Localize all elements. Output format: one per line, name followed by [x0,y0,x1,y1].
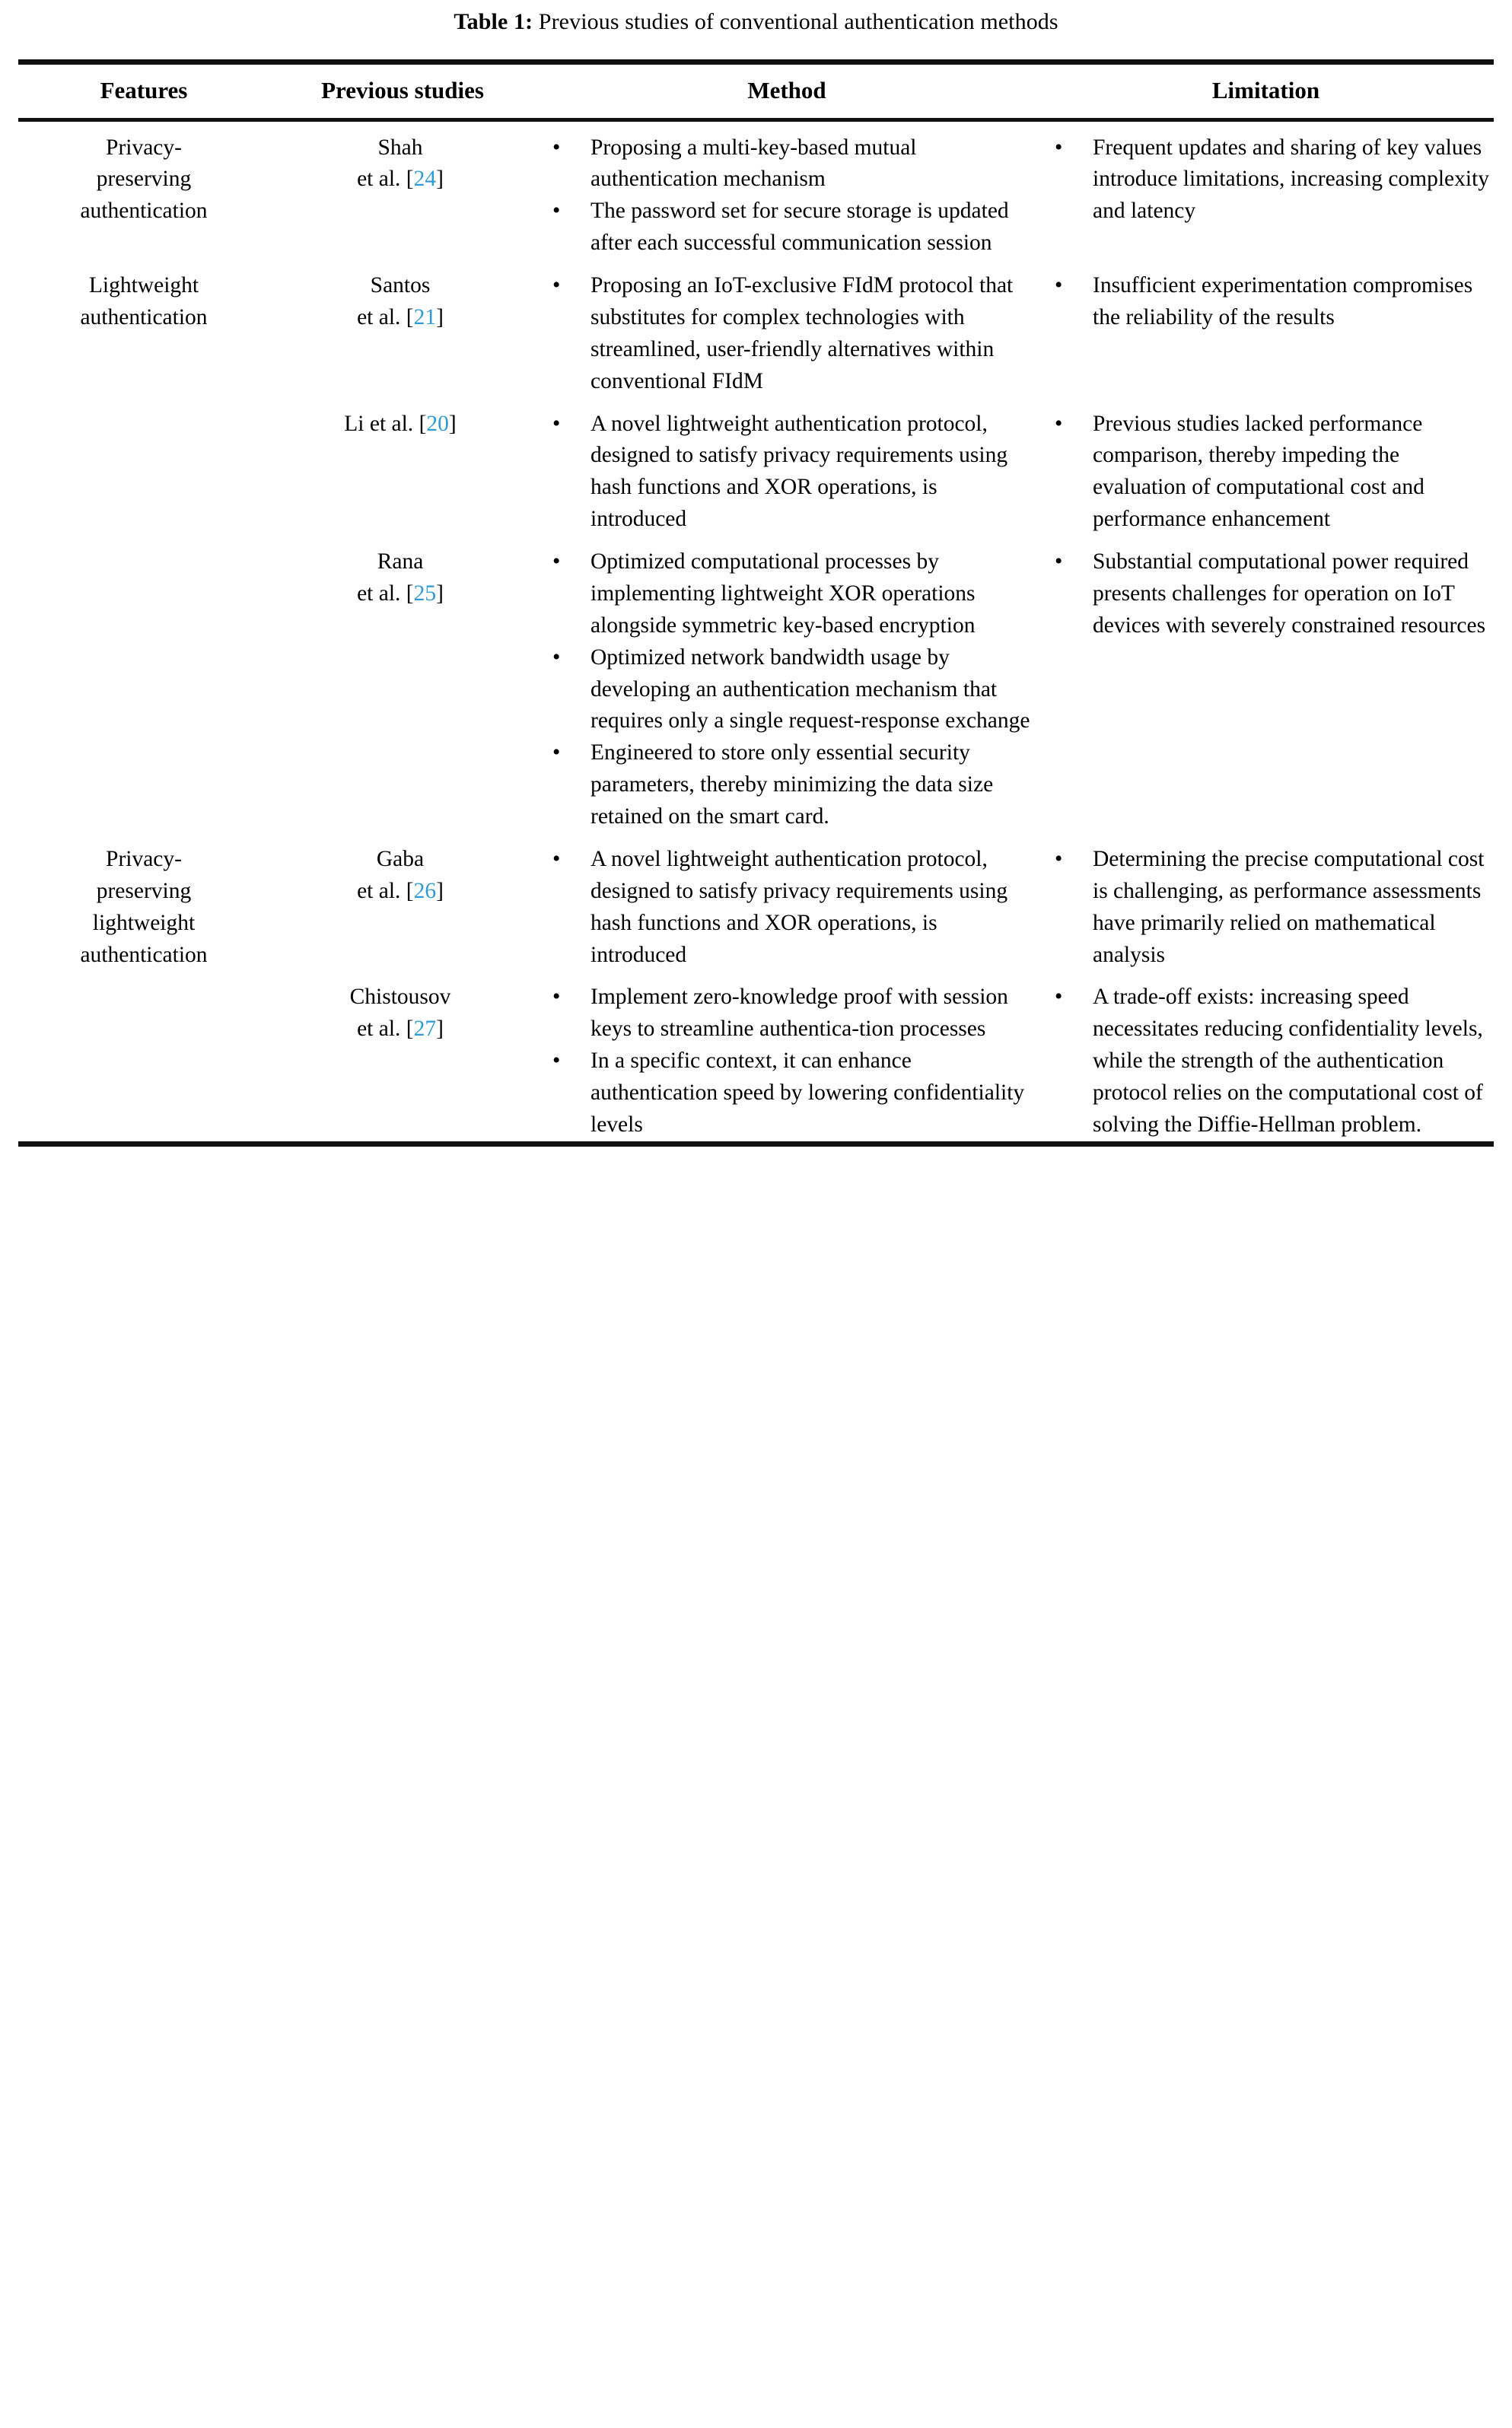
cell-previous-study [269,971,536,1141]
citation-open-bracket: [ [419,411,427,436]
table-header [18,65,1494,118]
citation-open-bracket: [ [406,878,414,903]
limitation_bullets-bullet-list [1038,132,1491,228]
cell-limitation [1038,536,1494,833]
column-header-method: Method [747,76,826,103]
table-row [18,122,1494,260]
bullet-icon: • [1055,273,1063,298]
study-name-text: et al. [357,167,406,192]
method_bullets-bullet-list [536,982,1032,1141]
study-name-text: et al. [357,878,406,903]
citation-close-bracket: ] [436,304,444,329]
method_bullets-bullet-text: Proposing a multi-key-based mutual authentication mechanism [590,135,917,192]
cell-method [536,833,1038,972]
study-line [277,982,524,1014]
citation-open-bracket: [ [406,581,414,606]
method_bullets-bullet-text: The password set for secure storage is updated after each successful communication session [590,199,1009,256]
study-line [277,302,524,334]
study-line [277,409,524,441]
cell-previous-study [269,398,536,536]
feature-line: authentication [80,942,208,967]
limitation_bullets-bullet-list [1038,844,1491,972]
study-name-text: Santos [370,273,431,298]
feature-line: authentication [80,199,208,224]
bullet-icon: • [1055,135,1063,160]
method_bullets-bullet-list [536,270,1032,398]
previous-studies-table-body [18,122,1494,1141]
list-item [536,409,1032,536]
limitation_bullets-bullet-list [1038,546,1491,642]
cell-limitation [1038,122,1494,260]
cell-features [18,122,269,260]
citation-close-bracket: ] [436,581,444,606]
list-item [536,546,1032,642]
method_bullets-bullet-text: Engineered to store only essential security parameters, thereby minimizing the data size retained on the smart card. [590,740,994,829]
table-header-row [18,65,1494,118]
method_bullets-bullet-text: Optimized network bandwidth usage by developing an authentication mechanism that requires only a single request-response exchange [590,644,1030,733]
bullet-icon: • [1055,549,1063,574]
cell-previous-study [269,536,536,833]
limitation_bullets-bullet-text: A trade-off exists: increasing speed necessitates reducing confidentiality levels, while the strength of the authentication protocol relies on the computational cost of solving the Diffie-Hellman problem. [1093,985,1483,1137]
bullet-icon: • [552,985,561,1010]
study-name-text: et al. [357,304,406,329]
method_bullets-bullet-text: A novel lightweight authentication protocol, designed to satisfy privacy requirements using hash functions and XOR operations, is introduced [590,846,1008,967]
citation-link[interactable]: 24 [413,167,437,192]
study-name-text: Chistousov [349,985,451,1010]
method_bullets-bullet-list [536,132,1032,260]
citation-link[interactable]: 20 [426,411,449,436]
method_bullets-bullet-list [536,546,1032,833]
citation-close-bracket: ] [436,878,444,903]
citation-link[interactable]: 21 [413,304,437,329]
cell-limitation [1038,833,1494,972]
cell-limitation [1038,971,1494,1141]
list-item [536,844,1032,972]
study-name-text: Shah [377,135,423,160]
list-item [1038,132,1491,228]
citation-link[interactable]: 27 [413,1017,437,1042]
citation-link[interactable]: 25 [413,581,437,606]
list-item [536,642,1032,738]
limitation_bullets-bullet-list [1038,982,1491,1141]
bullet-icon: • [552,273,561,298]
study-line [277,578,524,610]
list-item [1038,982,1491,1141]
method_bullets-bullet-list [536,844,1032,972]
bullet-icon: • [552,549,561,574]
method_bullets-bullet-list [536,409,1032,536]
feature-line: Lightweight [88,273,199,298]
cell-method [536,259,1038,398]
list-item [536,132,1032,196]
limitation_bullets-bullet-text: Insufficient experimentation compromises the reliability of the results [1093,273,1473,329]
list-item [536,196,1032,259]
table-page [0,0,1512,1147]
study-line [277,164,524,196]
study-name-text: Gaba [376,846,425,871]
study-line [277,844,524,876]
method_bullets-bullet-text: Proposing an IoT-exclusive FIdM protocol that substitutes for complex technologies with streamlined, user-friendly alternatives within conventional FIdM [590,273,1014,393]
citation-close-bracket: ] [436,167,444,192]
list-item [1038,270,1491,334]
bullet-icon: • [552,411,561,436]
bullet-icon: • [552,199,561,224]
column-header-previous-studies: Previous studies [321,76,484,103]
method_bullets-bullet-text: Implement zero-knowledge proof with session keys to streamline authentica-tion processes [590,985,1008,1042]
citation-link[interactable]: 26 [413,878,437,903]
cell-features [18,398,269,536]
list-item [536,1045,1032,1141]
limitation_bullets-bullet-text: Substantial computational power required presents challenges for operation on IoT devices with severely constrained resources [1093,549,1486,638]
study-line [277,132,524,164]
list-item [536,270,1032,398]
feature-line: preserving [96,167,192,192]
cell-method [536,398,1038,536]
previous-studies-table [18,65,1494,118]
table-row [18,398,1494,536]
table-row [18,536,1494,833]
study-name-text: Li et al. [344,411,419,436]
cell-method [536,536,1038,833]
table-caption [18,0,1494,59]
table-row [18,971,1494,1141]
method_bullets-bullet-text: A novel lightweight authentication protocol, designed to satisfy privacy requirements using hash functions and XOR operations, is introduced [590,411,1008,532]
study-name-text: et al. [357,581,406,606]
list-item [536,982,1032,1045]
cell-method [536,122,1038,260]
cell-limitation [1038,398,1494,536]
caption-label: Table 1: [454,9,533,34]
bullet-icon: • [552,644,561,670]
caption-text: Previous studies of conventional authentication methods [533,9,1058,34]
table-top-rule [18,59,1494,65]
table-body [18,122,1494,1141]
citation-open-bracket: [ [406,167,414,192]
citation-open-bracket: [ [406,1017,414,1042]
citation-close-bracket: ] [448,411,457,436]
table-row [18,833,1494,972]
bullet-icon: • [552,1049,561,1074]
feature-line: Privacy- [106,135,182,160]
limitation_bullets-bullet-text: Frequent updates and sharing of key values introduce limitations, increasing complexity and latency [1093,135,1490,224]
method_bullets-bullet-text: In a specific context, it can enhance authentication speed by lowering confidentiality levels [590,1049,1025,1137]
table-row [18,259,1494,398]
citation-close-bracket: ] [436,1017,444,1042]
list-item [1038,844,1491,972]
study-line [277,270,524,302]
method_bullets-bullet-text: Optimized computational processes by implementing lightweight XOR operations alongside symmetric key-based encryption [590,549,976,638]
limitation_bullets-bullet-list [1038,270,1491,334]
cell-previous-study [269,122,536,260]
list-item [536,737,1032,833]
feature-line: Privacy- [106,846,182,871]
cell-limitation [1038,259,1494,398]
study-line [277,546,524,578]
bullet-icon: • [1055,985,1063,1010]
bullet-icon: • [552,135,561,160]
study-name-text: et al. [357,1017,406,1042]
limitation_bullets-bullet-text: Determining the precise computational cost is challenging, as performance assessments have primarily relied on mathematical analysis [1093,846,1485,967]
table-bottom-rule [18,1141,1494,1147]
cell-features [18,833,269,972]
column-header-features: Features [100,76,188,103]
feature-line: preserving [96,878,192,903]
list-item [1038,546,1491,642]
study-line [277,1014,524,1045]
bullet-icon: • [552,740,561,765]
cell-features [18,536,269,833]
cell-features [18,259,269,398]
feature-line: lightweight [92,910,196,935]
column-header-limitation: Limitation [1211,76,1320,103]
cell-features [18,971,269,1141]
bullet-icon: • [552,846,561,871]
limitation_bullets-bullet-list [1038,409,1491,536]
cell-method [536,971,1038,1141]
limitation_bullets-bullet-text: Previous studies lacked performance comparison, thereby impeding the evaluation of computational cost and performance enhancement [1093,411,1424,532]
bullet-icon: • [1055,411,1063,436]
citation-open-bracket: [ [406,304,414,329]
bullet-icon: • [1055,846,1063,871]
cell-previous-study [269,833,536,972]
feature-line: authentication [80,304,208,329]
list-item [1038,409,1491,536]
study-name-text: Rana [377,549,424,574]
study-line [277,876,524,908]
cell-previous-study [269,259,536,398]
